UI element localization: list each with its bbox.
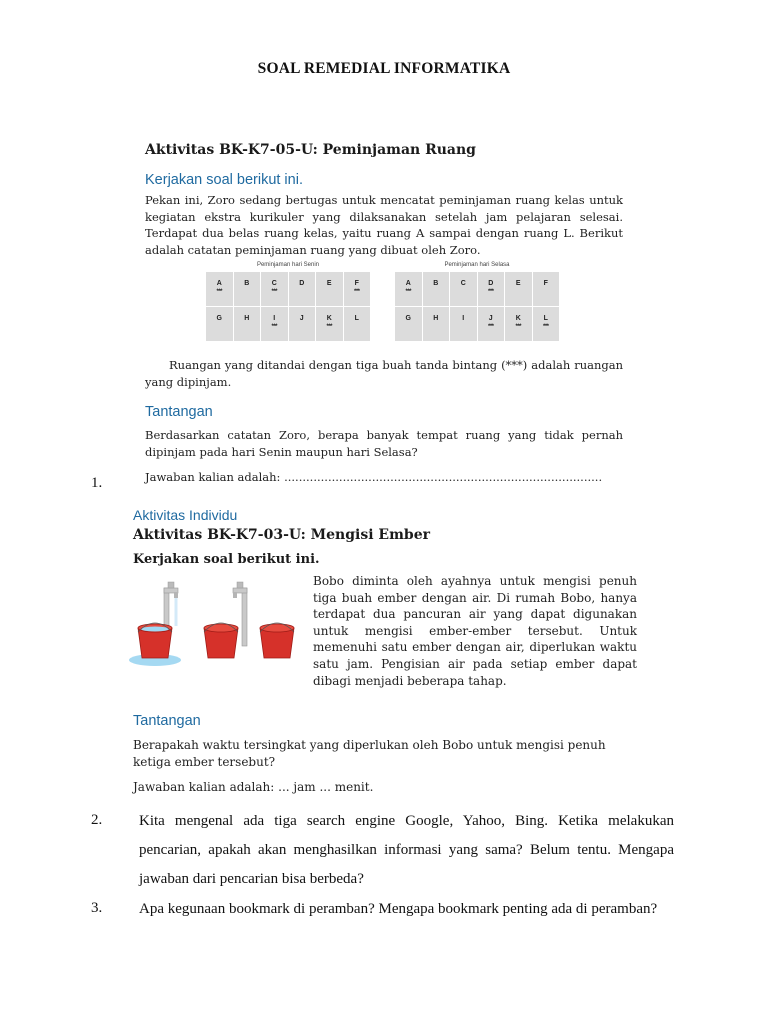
buckets-illustration — [128, 580, 304, 672]
room-cell — [261, 272, 288, 306]
room-cell — [533, 307, 560, 341]
instruction-heading: Kerjakan soal berikut ini. — [133, 552, 320, 567]
room-label: D — [299, 280, 305, 287]
room-label: E — [326, 280, 332, 287]
document-title: SOAL REMEDIAL INFORMATIKA — [257, 60, 511, 77]
room-label: I — [273, 315, 276, 322]
room-cell — [316, 307, 343, 341]
challenge-text: Berdasarkan catatan Zoro, berapa banyak tempat ruang yang tidak pernah dipinjam pada hari Senin maupun hari Selasa? — [145, 428, 623, 459]
room-cell — [206, 272, 233, 306]
room-label: L — [354, 315, 359, 322]
room-cell — [423, 272, 450, 306]
challenge-text: Berapakah waktu tersingkat yang diperlukan oleh Bobo untuk mengisi penuh ketiga ember tersebut? — [133, 738, 606, 769]
section-heading: Aktivitas Individu — [133, 507, 238, 523]
problem-paragraph: Bobo diminta oleh ayahnya untuk mengisi penuh tiga buah ember dengan air. Di rumah Bobo, hanya terdapat dua pancuran air yang dapat digunakan untuk mengisi ember-ember tersebut. Untuk memenuhi satu ember dengan air, diperlukan waktu satu jam. Pengisian air pada setiap ember dapat dibagi menjadi beberapa tahap. — [313, 574, 637, 688]
room-cell — [206, 307, 233, 341]
borrowed-mark: *** — [271, 324, 277, 330]
question-text: Kita mengenal ada tiga search engine Google, Yahoo, Bing. Ketika melakukan pencarian, apakah akan menghasilkan informasi yang sama? Belum tentu. Mengapa jawaban dari pencarian bisa berbeda? — [139, 813, 674, 887]
table-caption: Peminjaman hari Senin — [256, 262, 320, 268]
instruction-heading: Kerjakan soal berikut ini. — [145, 172, 303, 188]
room-label: G — [405, 315, 411, 322]
challenge-heading: Tantangan — [145, 404, 213, 420]
room-grid — [395, 272, 559, 341]
question-text: Apa kegunaan bookmark di peramban? Mengapa bookmark penting ada di peramban? — [139, 901, 658, 917]
room-cell — [344, 272, 371, 306]
room-cell — [395, 307, 422, 341]
room-label: I — [462, 315, 465, 322]
room-cell — [505, 307, 532, 341]
room-cell — [450, 307, 477, 341]
question-number: 3. — [91, 900, 103, 916]
room-cell — [450, 272, 477, 306]
room-label: B — [244, 280, 250, 287]
room-label: A — [405, 280, 411, 287]
room-label: H — [433, 315, 439, 322]
room-table-tuesday — [395, 262, 559, 341]
borrowed-mark: *** — [353, 289, 360, 295]
room-table-monday — [206, 262, 370, 341]
room-cell — [261, 307, 288, 341]
activity-title-mengisi-ember: Aktivitas BK-K7-03-U: Mengisi Ember — [133, 527, 430, 543]
room-label: L — [543, 315, 548, 322]
room-label: K — [515, 315, 521, 322]
room-grid — [206, 272, 370, 341]
room-cell — [234, 307, 261, 341]
borrowed-mark: *** — [326, 324, 332, 330]
room-cell — [234, 272, 261, 306]
question-number: 2. — [91, 812, 103, 828]
borrowed-mark: *** — [542, 324, 549, 330]
room-cell — [478, 272, 505, 306]
room-cell — [478, 307, 505, 341]
borrowed-mark: *** — [515, 324, 521, 330]
room-cell — [505, 272, 532, 306]
room-cell — [395, 272, 422, 306]
answer-line: Jawaban kalian adalah: ....................................................................................... — [145, 470, 603, 484]
borrowed-mark: *** — [216, 289, 222, 295]
room-label: J — [299, 315, 304, 322]
borrowed-mark: *** — [487, 324, 494, 330]
activity-title-peminjaman-ruang: Aktivitas BK-K7-05-U: Peminjaman Ruang — [145, 142, 476, 158]
room-label: B — [433, 280, 439, 287]
room-cell — [533, 272, 560, 306]
room-label: A — [216, 280, 222, 287]
borrowed-mark: *** — [271, 289, 277, 295]
borrowed-mark: *** — [487, 289, 494, 295]
room-label: F — [354, 280, 359, 287]
room-label: E — [515, 280, 521, 287]
borrowed-mark: *** — [405, 289, 411, 295]
room-label: G — [216, 315, 222, 322]
room-cell — [316, 272, 343, 306]
room-label: F — [543, 280, 548, 287]
room-cell — [289, 307, 316, 341]
answer-line: Jawaban kalian adalah: ... jam ... menit. — [133, 780, 374, 794]
room-label: K — [326, 315, 332, 322]
room-label: D — [488, 280, 494, 287]
challenge-heading: Tantangan — [133, 713, 201, 729]
room-label: J — [488, 315, 493, 322]
problem-paragraph: Pekan ini, Zoro sedang bertugas untuk mencatat peminjaman ruang kelas untuk kegiatan ekstra kurikuler yang dilaksanakan setelah jam pelajaran selesai. Terdapat dua belas ruang kelas, yaitu ruang A sampai dengan ruang L. Berikut adalah catatan peminjaman ruang yang dibuat oleh Zoro. — [145, 193, 623, 257]
legend-note: Ruangan yang ditandai dengan tiga buah tanda bintang (***) adalah ruangan yang dipinjam. — [145, 358, 623, 389]
room-label: H — [244, 315, 250, 322]
room-cell — [289, 272, 316, 306]
room-cell — [423, 307, 450, 341]
room-label: C — [460, 280, 466, 287]
table-caption: Peminjaman hari Selasa — [444, 262, 510, 268]
room-label: C — [271, 280, 277, 287]
room-cell — [344, 307, 371, 341]
question-number: 1. — [91, 475, 103, 491]
